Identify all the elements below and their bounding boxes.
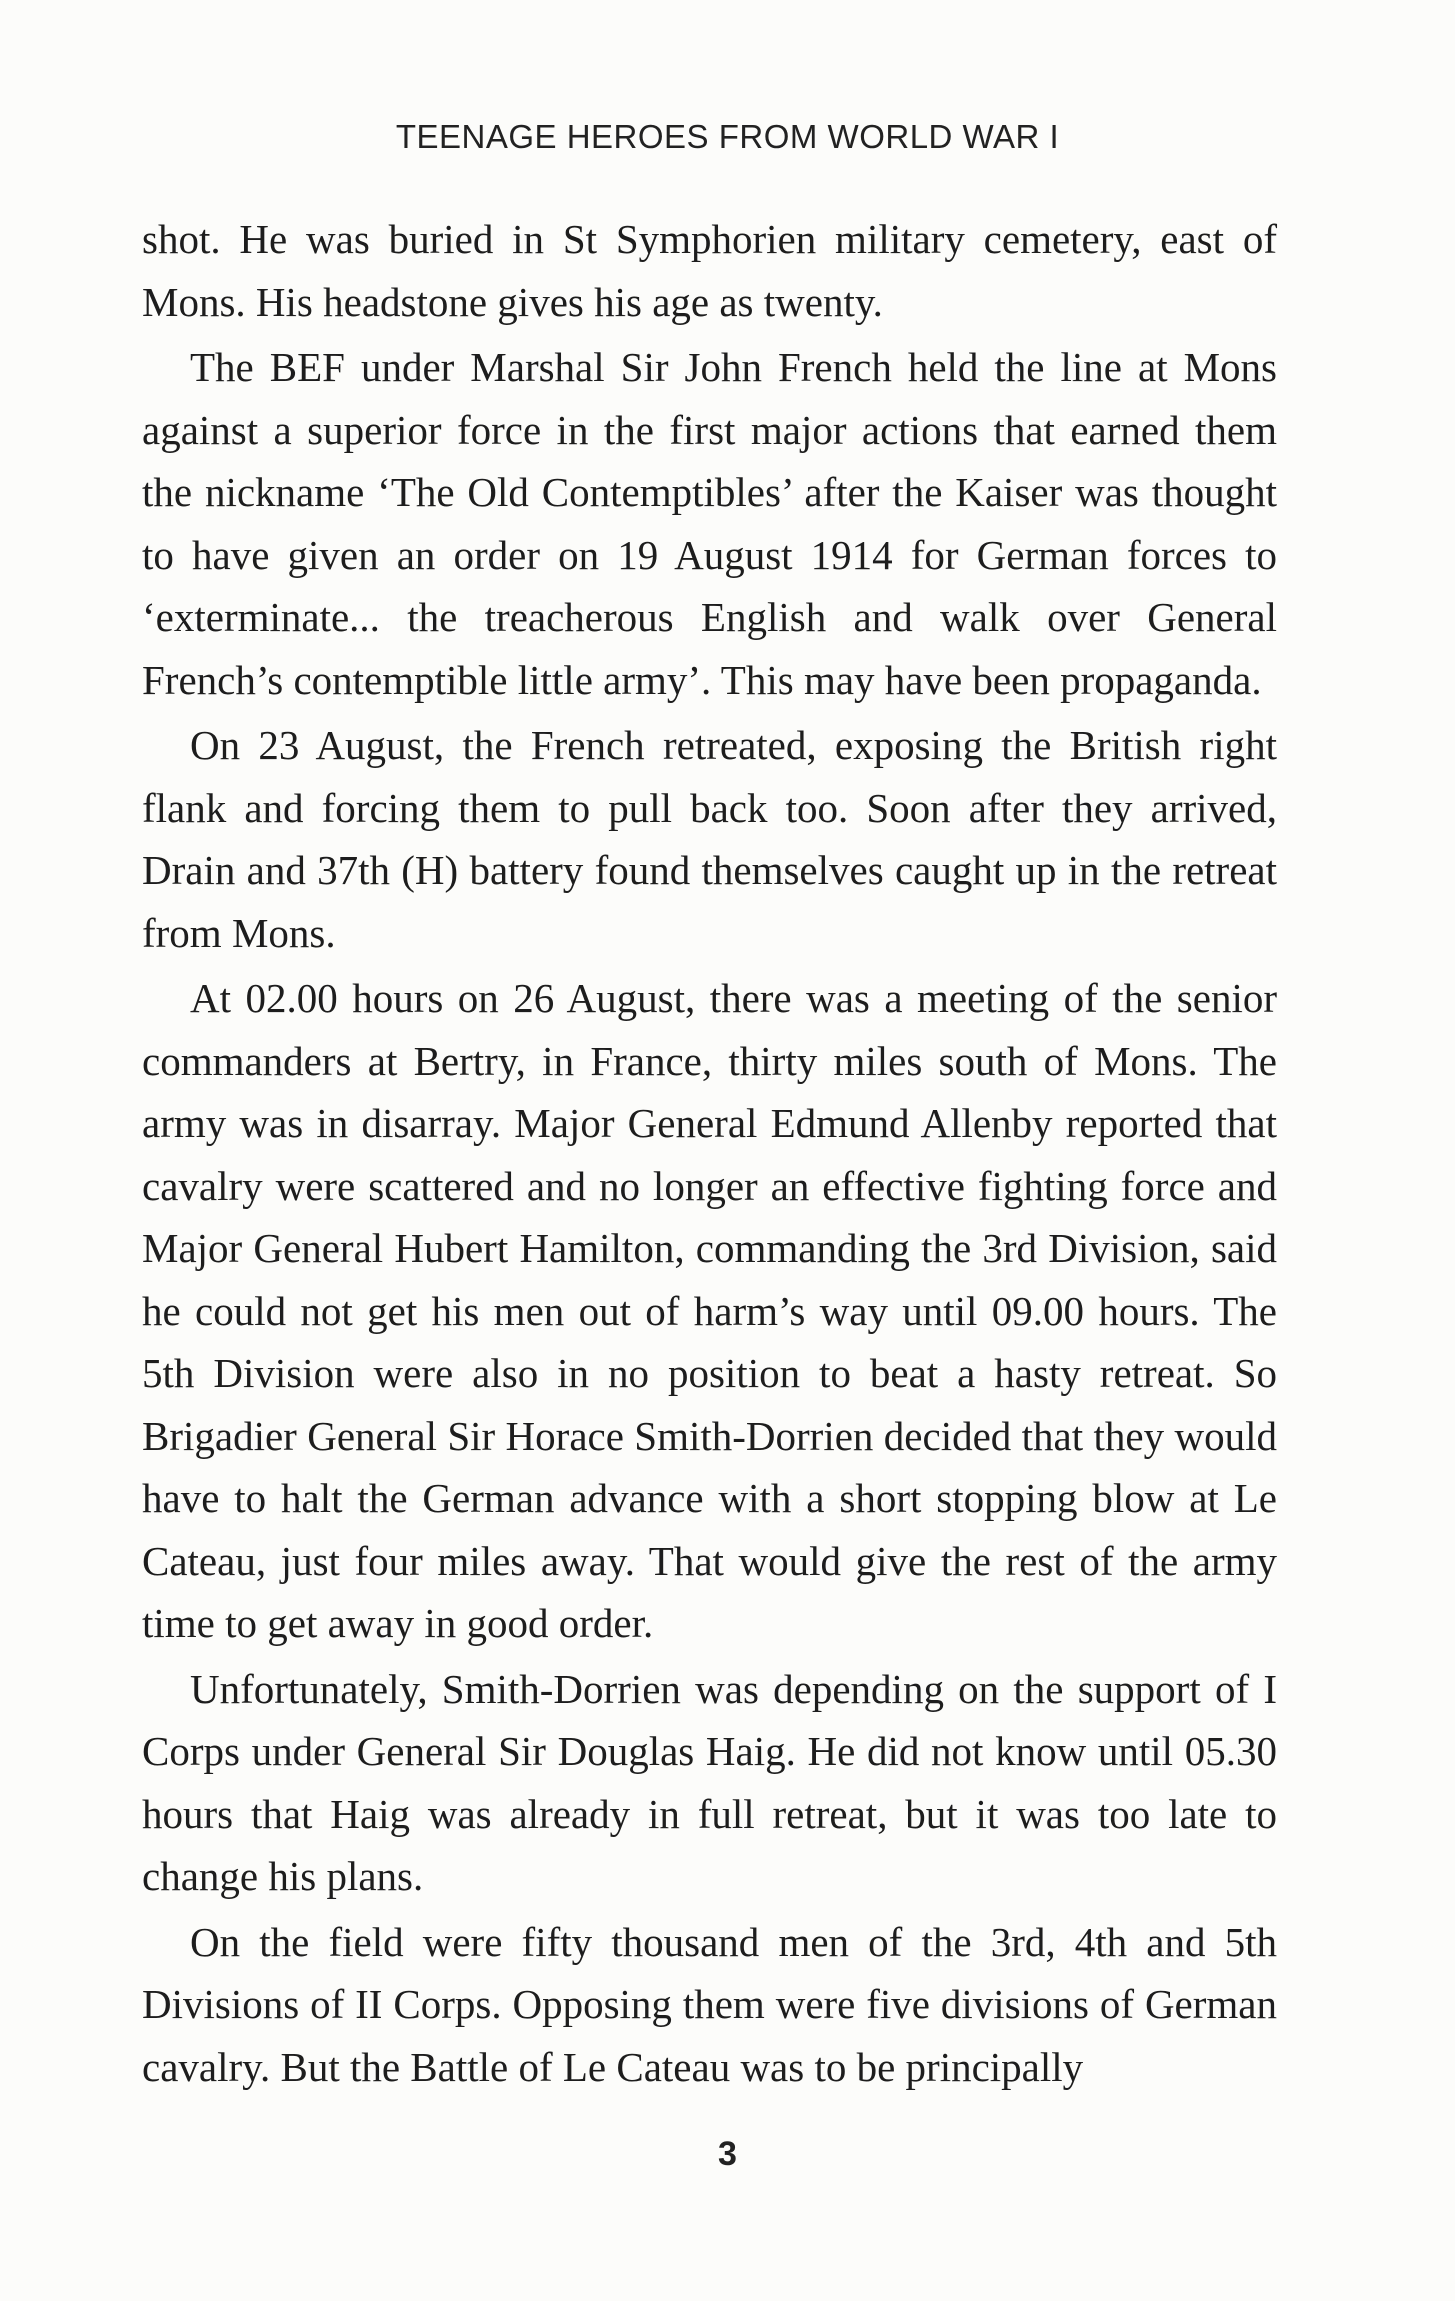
paragraph-3: On 23 August, the French retreated, exposing the British right flank and forcing them to pull back too. Soon after they arrived, Drain and 37th (H) battery found themselves caught up in the retreat from Mons. (142, 722, 1277, 956)
page-number: 3 (718, 2135, 737, 2173)
paragraph-6: On the field were fifty thousand men of the 3rd, 4th and 5th Divisions of II Corps. Opposing them were five divisions of German cavalry. But the Battle of Le Cateau was to be principally (142, 1918, 1277, 2090)
running-title: TEENAGE HEROES FROM WORLD WAR I (395, 118, 1060, 155)
paragraph-4: At 02.00 hours on 26 August, there was a meeting of the senior commanders at Bertry, in France, thirty miles south of Mons. The army was in disarray. Major General Edmund Allenby reported that cavalry were scattered and no longer an effective fighting force and Major General Hubert Hamilton, commanding the 3rd Division, said he could not get his men out of harm’s way until 09.00 hours. The 5th Division were also in no position to beat a hasty retreat. So Brigadier General Sir Horace Smith-Dorrien decided that they would have to halt the German advance with a short stopping blow at Le Cateau, just four miles away. That would give the rest of the army time to get away in good order. (142, 975, 1277, 1646)
paragraph-5: Unfortunately, Smith-Dorrien was depending on the support of I Corps under General Sir Douglas Haig. He did not know until 05.30 hours that Haig was already in full retreat, but it was too late to change his plans. (142, 1665, 1277, 1899)
body-text (142, 208, 1277, 2101)
paragraph-1: shot. He was buried in St Symphorien military cemetery, east of Mons. His headstone gives his age as twenty. (142, 216, 1277, 325)
paragraph-2: The BEF under Marshal Sir John French held the line at Mons against a superior force in the first major actions that earned them the nickname ‘The Old Contemptibles’ after the Kaiser was thought to have given an order on 19 August 1914 for German forces to ‘exterminate... the treacherous English and walk over General French’s contemptible little army’. This may have been propaganda. (142, 344, 1277, 703)
